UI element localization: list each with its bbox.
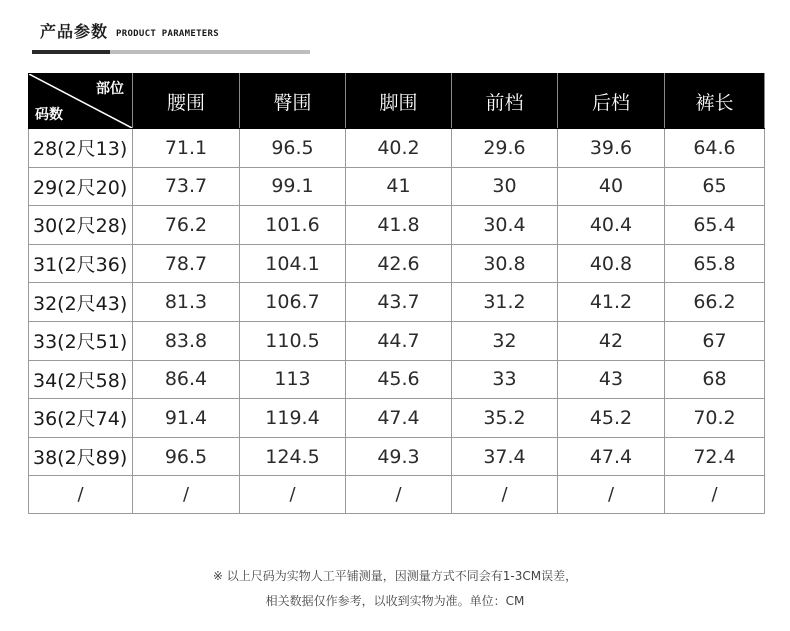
value-cell: 29.6 (452, 129, 558, 168)
value-cell: 40 (558, 167, 665, 206)
value-cell: 47.4 (558, 437, 665, 476)
value-cell: 30.4 (452, 206, 558, 245)
value-cell: 83.8 (133, 321, 240, 360)
column-header-hip: 臀围 (240, 74, 346, 129)
table-row (29, 244, 765, 283)
value-cell: 99.1 (240, 167, 346, 206)
value-cell: 86.4 (133, 360, 240, 399)
value-cell: 91.4 (133, 399, 240, 438)
value-cell: 104.1 (240, 244, 346, 283)
table-row (29, 360, 765, 399)
value-cell: 44.7 (346, 321, 452, 360)
measurement-note-line-1: ※ 以上尺码为实物人工平铺测量，因测量方式不同会有1-3CM误差， (212, 569, 578, 583)
value-cell: 42.6 (346, 244, 452, 283)
value-cell: 96.5 (240, 129, 346, 168)
value-cell: 76.2 (133, 206, 240, 245)
value-cell: 73.7 (133, 167, 240, 206)
value-cell: 124.5 (240, 437, 346, 476)
corner-header-cell (29, 74, 133, 129)
corner-label-size: 码数 (35, 107, 63, 123)
value-cell: 66.2 (665, 283, 765, 322)
measurement-note-line-2: 相关数据仅作参考，以收到实物为准。单位：CM (265, 594, 525, 608)
value-cell: 45.2 (558, 399, 665, 438)
value-cell: 43 (558, 360, 665, 399)
header-rule-dark (32, 50, 110, 54)
table-row (29, 437, 765, 476)
value-cell: 113 (240, 360, 346, 399)
value-cell: 42 (558, 321, 665, 360)
value-cell: 101.6 (240, 206, 346, 245)
blank-cell: / (133, 476, 240, 514)
size-cell: 32(2尺43) (29, 283, 133, 322)
value-cell: 96.5 (133, 437, 240, 476)
value-cell: 45.6 (346, 360, 452, 399)
value-cell: 110.5 (240, 321, 346, 360)
value-cell: 41.8 (346, 206, 452, 245)
value-cell: 41.2 (558, 283, 665, 322)
value-cell: 70.2 (665, 399, 765, 438)
value-cell: 78.7 (133, 244, 240, 283)
blank-cell: / (665, 476, 765, 514)
value-cell: 72.4 (665, 437, 765, 476)
header-rule-light (110, 50, 310, 54)
value-cell: 41 (346, 167, 452, 206)
value-cell: 47.4 (346, 399, 452, 438)
value-cell: 33 (452, 360, 558, 399)
value-cell: 30.8 (452, 244, 558, 283)
value-cell: 119.4 (240, 399, 346, 438)
table-row-blank (29, 476, 765, 514)
size-cell: 36(2尺74) (29, 399, 133, 438)
blank-cell: / (29, 476, 133, 514)
table-row (29, 129, 765, 168)
size-cell: 31(2尺36) (29, 244, 133, 283)
table-header-row (29, 74, 765, 129)
column-header-length: 裤长 (665, 74, 765, 129)
size-cell: 33(2尺51) (29, 321, 133, 360)
value-cell: 106.7 (240, 283, 346, 322)
size-parameter-table (28, 73, 765, 514)
value-cell: 40.4 (558, 206, 665, 245)
column-header-front-rise: 前档 (452, 74, 558, 129)
value-cell: 64.6 (665, 129, 765, 168)
blank-cell: / (452, 476, 558, 514)
value-cell: 67 (665, 321, 765, 360)
value-cell: 68 (665, 360, 765, 399)
size-cell: 30(2尺28) (29, 206, 133, 245)
section-title: 产品参数 (40, 22, 109, 41)
blank-cell: / (558, 476, 665, 514)
value-cell: 49.3 (346, 437, 452, 476)
section-header (40, 18, 219, 42)
value-cell: 39.6 (558, 129, 665, 168)
value-cell: 32 (452, 321, 558, 360)
value-cell: 65 (665, 167, 765, 206)
value-cell: 81.3 (133, 283, 240, 322)
value-cell: 37.4 (452, 437, 558, 476)
section-subtitle: PRODUCT PARAMETERS (116, 29, 219, 39)
value-cell: 31.2 (452, 283, 558, 322)
value-cell: 43.7 (346, 283, 452, 322)
table-row (29, 283, 765, 322)
value-cell: 35.2 (452, 399, 558, 438)
size-cell: 38(2尺89) (29, 437, 133, 476)
value-cell: 40.8 (558, 244, 665, 283)
corner-label-part: 部位 (96, 81, 124, 97)
column-header-back-rise: 后档 (558, 74, 665, 129)
value-cell: 30 (452, 167, 558, 206)
size-cell: 29(2尺20) (29, 167, 133, 206)
column-header-leg-opening: 脚围 (346, 74, 452, 129)
table-row (29, 321, 765, 360)
table-row (29, 399, 765, 438)
size-cell: 28(2尺13) (29, 129, 133, 168)
value-cell: 71.1 (133, 129, 240, 168)
size-cell: 34(2尺58) (29, 360, 133, 399)
value-cell: 65.8 (665, 244, 765, 283)
table-row (29, 167, 765, 206)
value-cell: 65.4 (665, 206, 765, 245)
blank-cell: / (346, 476, 452, 514)
table-row (29, 206, 765, 245)
column-header-waist: 腰围 (133, 74, 240, 129)
blank-cell: / (240, 476, 346, 514)
value-cell: 40.2 (346, 129, 452, 168)
